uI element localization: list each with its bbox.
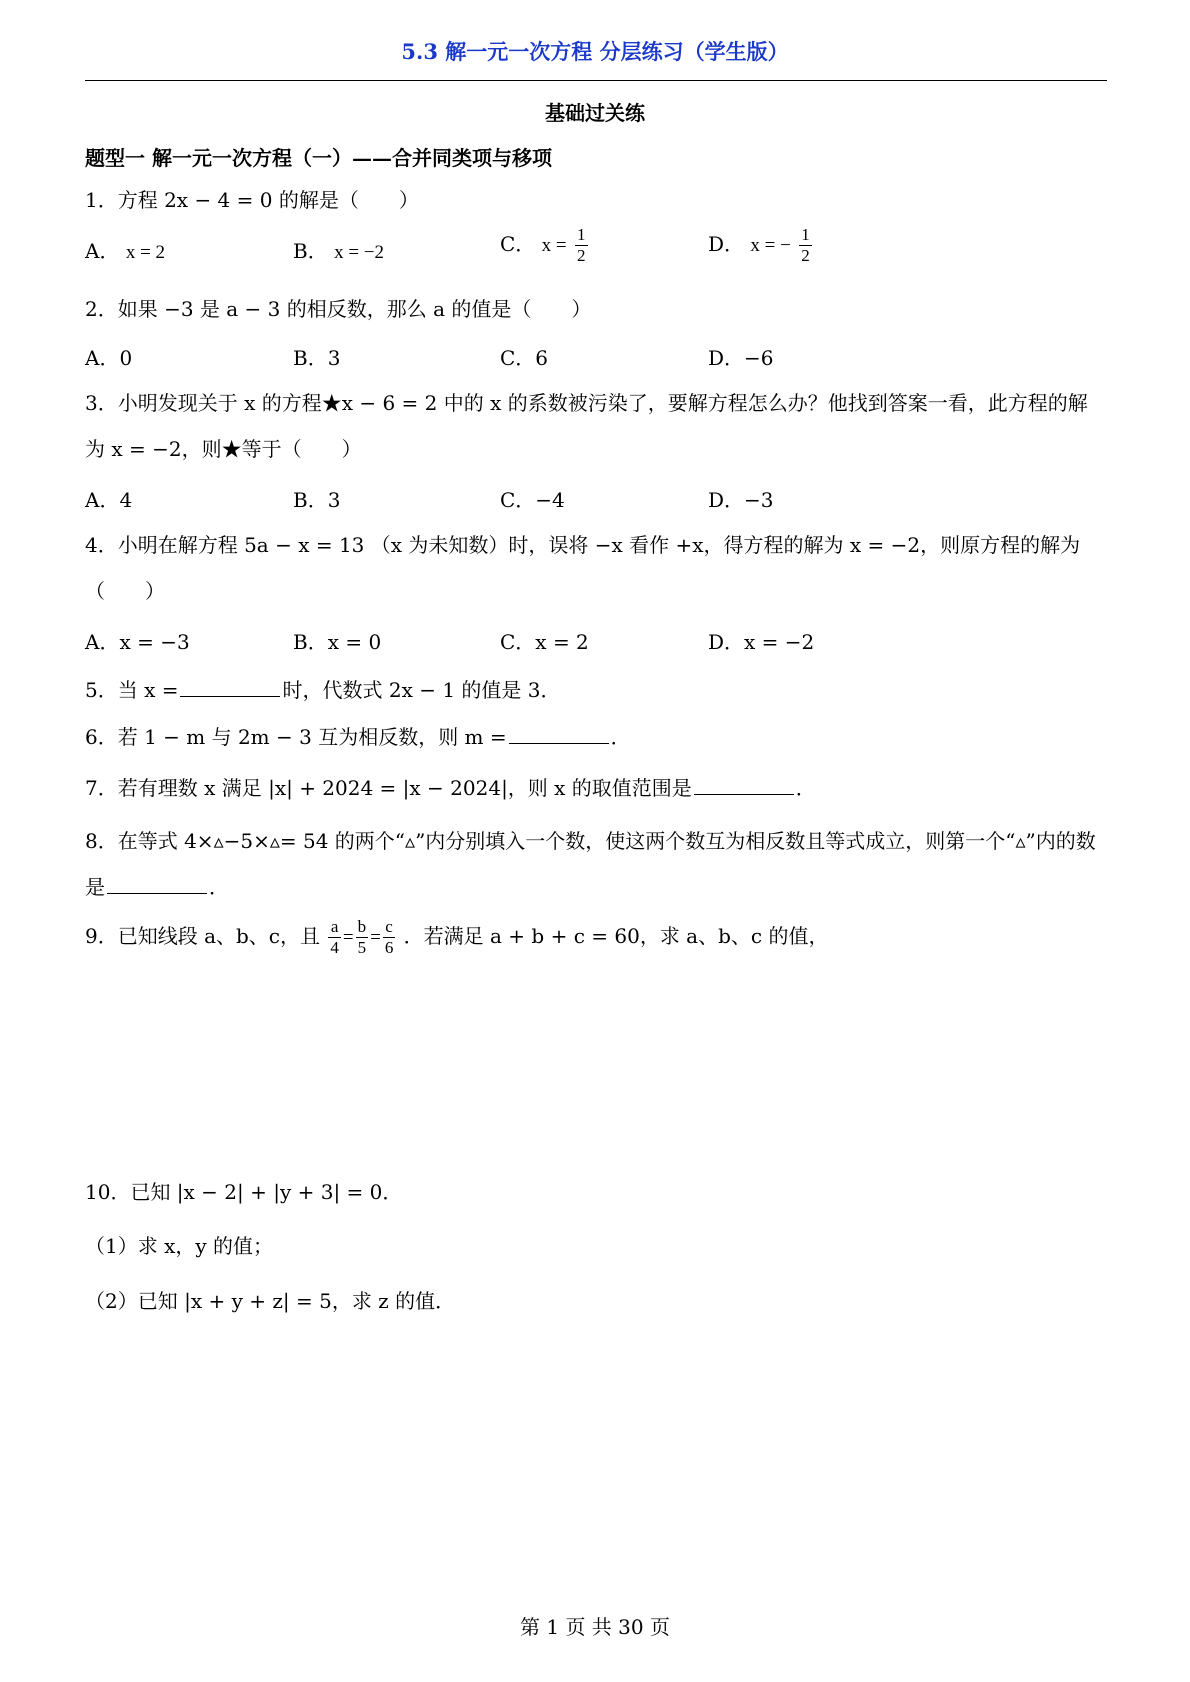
option-label: C． — [500, 232, 536, 256]
equals-sign: = — [370, 927, 381, 948]
question-3-option-b: B．3 — [293, 488, 341, 512]
option-value: x = −2 — [334, 242, 384, 263]
answer-blank — [509, 725, 609, 744]
question-9 — [85, 918, 828, 957]
question-8-after: ． — [209, 875, 229, 899]
page-footer: 第 1 页 共 30 页 — [520, 1615, 670, 1639]
question-5 — [85, 678, 560, 702]
answer-blank — [180, 678, 280, 697]
question-1-option-b — [293, 239, 384, 265]
question-3-option-a: A．4 — [85, 488, 133, 512]
option-label: A． — [85, 239, 120, 263]
question-4-option-a: A．x = −3 — [85, 630, 190, 654]
section-title: 基础过关练 — [545, 101, 645, 125]
question-2-stem: 2．如果 −3 是 a − 3 的相反数，那么 a 的值是（ ） — [85, 297, 592, 321]
question-1-option-c — [500, 226, 590, 265]
question-3-stem: 3．小明发现关于 x 的方程★x − 6 = 2 中的 x 的系数被污染了，要解方程怎么办？他找到答案一看，此方程的解为 x = −2，则★等于（ ） — [85, 391, 1088, 461]
question-3-option-c: C．−4 — [500, 488, 565, 512]
question-8-before: 8．在等式 4×▵−5×▵= 54 的两个“▵”内分别填入一个数，使这两个数互为相反数且等式成立，则第一个“▵”内的数是 — [85, 829, 1096, 899]
question-4-stem: 4．小明在解方程 5a − x = 13 （x 为未知数）时，误将 −x 看作 +x，得方程的解为 x = −2，则原方程的解为（ ） — [85, 533, 1081, 603]
fraction-numerator: 1 — [801, 225, 810, 244]
answer-blank — [107, 875, 207, 894]
question-2-option-b: B．3 — [293, 346, 341, 370]
question-1-option-d — [708, 226, 814, 265]
question-10-part-1: （1）求 x，y 的值； — [85, 1234, 274, 1258]
question-4-option-c: C．x = 2 — [500, 630, 589, 654]
option-prefix: x = — [541, 235, 567, 256]
fraction — [356, 918, 369, 957]
question-5-after: 时，代数式 2x − 1 的值是 3． — [282, 678, 561, 702]
fraction-numerator: c — [383, 918, 396, 938]
question-10-stem: 10．已知 |x − 2| + |y + 3| = 0． — [85, 1180, 403, 1204]
question-2-option-c: C．6 — [500, 346, 549, 370]
fraction-denominator: 4 — [330, 938, 339, 957]
question-9-before: 9．已知线段 a、b、c，且 — [85, 924, 321, 948]
question-7 — [85, 776, 816, 800]
question-2-option-d: D．−6 — [708, 346, 774, 370]
fraction — [328, 918, 341, 957]
question-8 — [85, 818, 1107, 910]
question-9-after: ．若满足 a + b + c = 60，求 a、b、c 的值， — [403, 924, 829, 948]
fraction-numerator: b — [357, 917, 367, 936]
question-6-before: 6．若 1 − m 与 2m − 3 互为相反数，则 m = — [85, 725, 507, 749]
answer-blank — [694, 776, 794, 795]
equals-sign: = — [342, 927, 354, 948]
fraction-denominator: 6 — [384, 938, 394, 957]
header-divider — [85, 80, 1107, 81]
fraction-denominator: 2 — [801, 246, 810, 265]
fraction-denominator: 2 — [577, 246, 586, 265]
question-7-before: 7．若有理数 x 满足 |x| + 2024 = |x − 2024|，则 x 的取值范围是 — [85, 776, 692, 800]
fraction — [799, 226, 812, 265]
option-label: B． — [293, 239, 328, 263]
option-prefix: x = − — [750, 235, 791, 256]
question-7-after: ． — [795, 776, 816, 800]
question-6 — [85, 725, 631, 749]
question-1-option-a — [85, 239, 165, 265]
option-value: x = 2 — [125, 242, 166, 263]
document-title: 5.3 解一元一次方程 分层练习（学生版） — [401, 39, 789, 64]
question-10-part-2: （2）已知 |x + y + z| = 5，求 z 的值． — [85, 1289, 456, 1313]
fraction-denominator: 5 — [357, 938, 367, 957]
fraction-numerator: 1 — [577, 225, 586, 244]
fraction — [575, 226, 588, 265]
question-3-option-d: D．−3 — [708, 488, 774, 512]
question-5-before: 5．当 x = — [85, 678, 179, 702]
fraction — [383, 918, 396, 957]
question-4-option-b: B．x = 0 — [293, 630, 382, 654]
question-1-stem: 1．方程 2x − 4 = 0 的解是（ ） — [85, 188, 419, 212]
question-2-option-a: A．0 — [85, 346, 133, 370]
question-6-after: ． — [610, 725, 631, 749]
question-4-option-d: D．x = −2 — [708, 630, 815, 654]
fraction-numerator: a — [328, 918, 341, 938]
option-label: D． — [708, 232, 745, 256]
subsection-title: 题型一 解一元一次方程（一）——合并同类项与移项 — [85, 146, 552, 170]
